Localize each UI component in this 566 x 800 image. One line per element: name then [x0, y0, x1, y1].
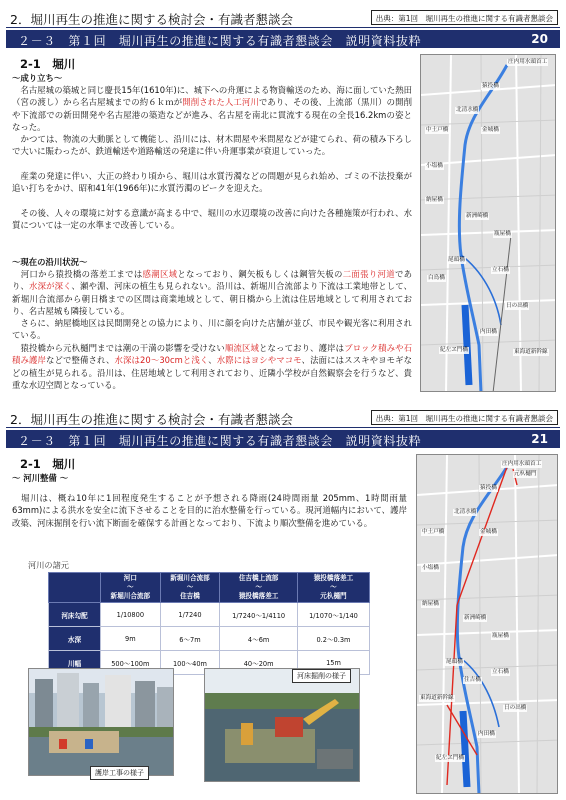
map-label: 北清水橋	[454, 509, 477, 515]
map-label: 中土戸橋	[426, 127, 449, 133]
slide-title: ２－３ 第１回 堀川再生の推進に関する有識者懇談会 説明資料抜粋	[18, 434, 422, 448]
map-label: 納屋橋	[426, 197, 443, 203]
chapter-title: 2．堀川再生の推進に関する検討会・有識者懇談会	[10, 412, 293, 427]
table-cell: 40～20m	[220, 651, 298, 675]
map-label: 猿投橋	[482, 83, 499, 89]
status-paragraph-2: さらに、納屋橋地区は民間開発との協力により、川に顔を向けた店舗が並び、市民や観光客に利用されている。	[12, 318, 412, 341]
table-row	[49, 603, 370, 627]
photo-caption-left: 護岸工事の様子	[90, 766, 149, 780]
table-cell: 100～40m	[160, 651, 220, 675]
origin-paragraph-4: その後、人々の環境に対する意識が高まる中で、堀川の水辺環境の改善に向けた各種施策が行われ、水質については一定の水準まで改善している。	[12, 208, 412, 231]
table-header-cell: 新堀川合流部 ～ 住吉橋	[160, 573, 220, 603]
map-label: 紀左ヱ門橋	[440, 347, 468, 353]
table-cell: 1/10800	[101, 603, 161, 627]
table-header-cell: 猿投橋落差工 ～ 元杁樋門	[297, 573, 369, 603]
map-label: 小塩橋	[422, 565, 439, 571]
status-paragraph-3: 猿投橋から元杁樋門までは潮の干満の影響を受けない順流区域となっており、護岸はブロック積みや石積み護岸などで整備され、水深は20～30cmと浅く、水際にはヨシやマコモ、法面にはススキやヨモギなどの植生が見られる。沿川は、住居地域として利用されており、近隣小学校が自然観察会を行うなど、貴重な水辺空間となっている。	[12, 343, 413, 391]
photo-graphic	[205, 669, 360, 782]
table-row-label: 川幅	[49, 651, 101, 675]
slide-title-band	[6, 30, 560, 48]
photo-graphic	[29, 669, 174, 776]
table-cell: 1/7240	[160, 603, 220, 627]
map-label: 紀左ヱ門橋	[436, 755, 464, 761]
maintenance-paragraph: 堀川は、概ね10年に1回程度発生することが予想される降雨(24時間雨量 205mm、1時間雨量 63mm)による洪水を安全に流下させることを目的に治水整備を行っている。現河道幅内において、護岸改築、河床掘削を行い流下断面を確保する計画となっており、下流より順次整備を進めている。	[12, 493, 407, 528]
map-label: 内田橋	[478, 731, 495, 737]
source-box: 出典：第1回 堀川再生の推進に関する有識者懇談会	[371, 10, 558, 25]
status-paragraph-1: 河口から猿投橋の落差工までは感潮区域となっており、鋼矢板もしくは鋼管矢板の二面張り河道であり、水深が深く、瀬や淵、河床の植生も見られない。沿川は、新堀川合流部より下流は工業地帯として、新堀川合流部から朝日橋までの区間は商業地域として、朝日橋から上流は住居地域として利用されており、名古屋城も隣接している。	[12, 269, 413, 317]
table-header-cell: 河口 ～ 新堀川合流部	[101, 573, 161, 603]
section-heading: 2-1 堀川	[20, 57, 76, 71]
map-label: 金城橋	[482, 127, 499, 133]
map-label: 内田橋	[480, 329, 497, 335]
map-label: 金城橋	[480, 529, 497, 535]
map-label: 尾頭橋	[448, 257, 465, 263]
map-label: 瓶屋橋	[492, 633, 509, 639]
map-label: 中土戸橋	[422, 529, 445, 535]
map-label: 新洲崎橋	[464, 615, 487, 621]
chapter-header	[6, 408, 560, 428]
table-cell: 1/1070～1/140	[297, 603, 369, 627]
map-label: 東海道新幹線	[420, 695, 454, 701]
map-label: 瓶屋橋	[494, 231, 511, 237]
table-header-cell	[49, 573, 101, 603]
origin-heading: ～成り立ち～	[12, 73, 63, 83]
map-label: 住吉橋	[464, 677, 481, 683]
map-label: 日の出橋	[506, 303, 529, 309]
map-label: 立石橋	[492, 669, 509, 675]
map-graphic	[421, 55, 556, 392]
slide-number: 20	[531, 32, 548, 46]
horikawa-map-maintenance	[416, 454, 558, 794]
table-header-row	[49, 573, 370, 603]
source-box: 出典：第1回 堀川再生の推進に関する有識者懇談会	[371, 410, 558, 425]
map-label: 日の出橋	[504, 705, 527, 711]
table-cell: 9m	[101, 627, 161, 651]
map-label: 尾頭橋	[446, 659, 463, 665]
slide-title-band	[6, 430, 560, 448]
horikawa-map	[420, 54, 556, 392]
table-row	[49, 627, 370, 651]
chapter-header	[6, 8, 560, 28]
slide-number: 21	[531, 432, 548, 446]
river-spec-table	[48, 572, 370, 675]
slide-title: ２－３ 第１回 堀川再生の推進に関する有識者懇談会 説明資料抜粋	[18, 34, 422, 48]
origin-paragraph-2: かつては、物流の大動脈として機能し、沿川には、材木問屋や米問屋などが建てられ、荷の積み下ろしで大いに賑わったが、鉄道輸送や道路輸送の発達に伴い舟運事業が衰退していった。	[12, 134, 412, 157]
section-heading: 2-1 堀川	[20, 457, 76, 471]
table-title: 河川の諸元	[28, 560, 69, 570]
chapter-title: 2．堀川再生の推進に関する検討会・有識者懇談会	[10, 12, 293, 27]
table-header-cell: 住吉橋上流部 ～ 猿投橋落差工	[220, 573, 298, 603]
map-label: 庄内用水頭首工	[502, 461, 542, 467]
map-label: 白鳥橋	[428, 275, 445, 281]
table-cell: 500～100m	[101, 651, 161, 675]
map-label: 納屋橋	[422, 601, 439, 607]
map-label: 新洲崎橋	[466, 213, 489, 219]
origin-paragraph-1: 名古屋城の築城と同じ慶長15年(1610年)に、城下への舟運による物資輸送のため、海に面していた熱田（宮の渡し）から名古屋城までの約６ｋｍが開削された人工河川であり、その後、上流部（黒川）の開削や下流部での新田開発や名古屋港の築造などが進み、名古屋を南北に貫流する現在の全長16.2kmの姿となった。	[12, 85, 413, 133]
table-cell: 1/7240～1/4110	[220, 603, 298, 627]
maintenance-heading: ～ 河川整備 ～	[12, 473, 69, 483]
table-row-label: 河床勾配	[49, 603, 101, 627]
table-row-label: 水深	[49, 627, 101, 651]
map-graphic	[417, 455, 558, 794]
riverbed-excavation-photo	[204, 668, 360, 782]
origin-paragraph-3: 産業の発達に伴い、大正の終わり頃から、堀川は水質汚濁などの問題が見られ始め、ゴミの不法投棄が追い打ちをかけ、昭和41年(1966年)に水質汚濁のピークを迎えた。	[12, 171, 412, 194]
table-cell: 4～6m	[220, 627, 298, 651]
map-label: 猿投橋	[480, 485, 497, 491]
table-cell: 6～7m	[160, 627, 220, 651]
map-label: 庄内用水頭首工	[508, 59, 548, 65]
map-label: 元杁樋門	[514, 471, 537, 477]
status-heading: ～現在の沿川状況～	[12, 257, 88, 267]
map-label: 立石橋	[492, 267, 509, 273]
table-cell: 15m	[297, 651, 369, 675]
slide-page-21	[0, 400, 566, 800]
table-cell: 0.2～0.3m	[297, 627, 369, 651]
map-label: 東海道新幹線	[514, 349, 548, 355]
revetment-work-photo	[28, 668, 174, 776]
map-label: 小塩橋	[426, 163, 443, 169]
photo-caption-right: 河床掘削の様子	[292, 669, 351, 683]
map-label: 北清水橋	[456, 107, 479, 113]
